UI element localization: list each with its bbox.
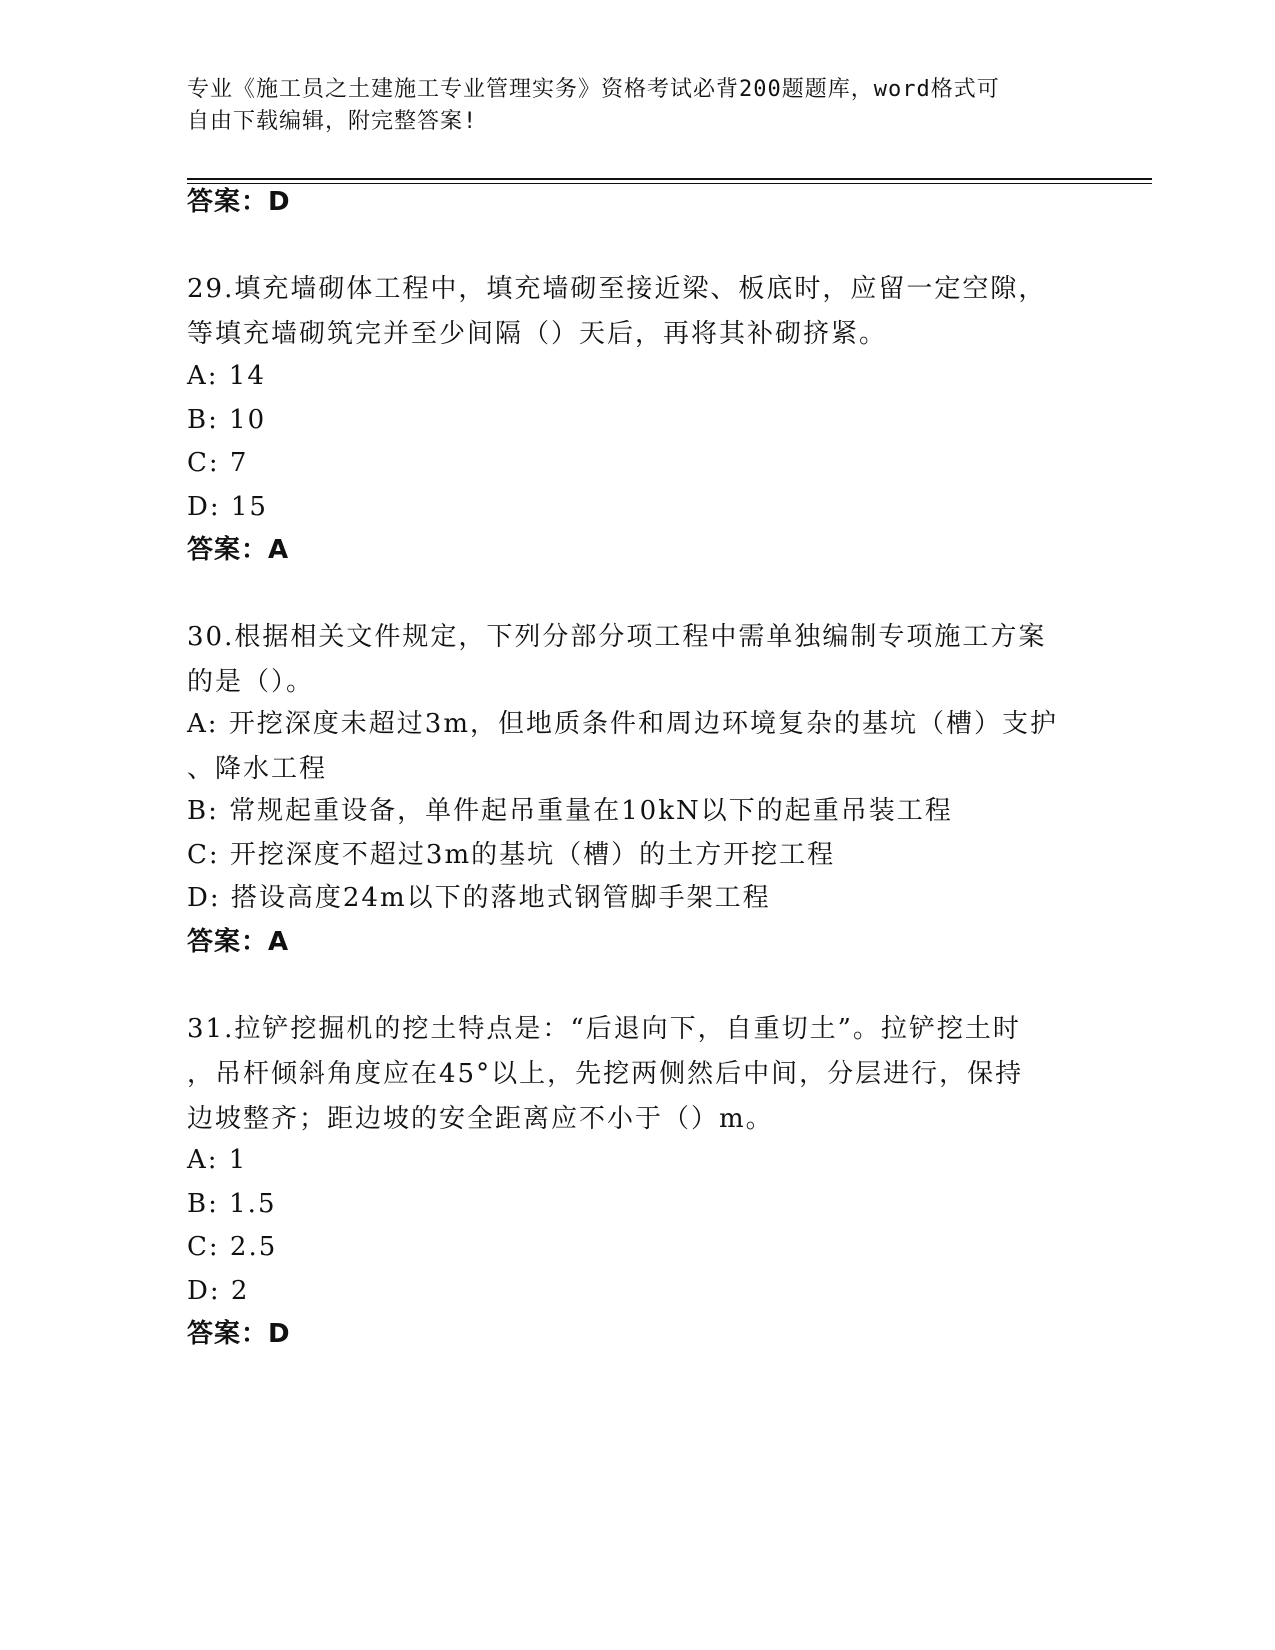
question-31-option-a: A: 1 xyxy=(187,1145,248,1175)
question-29-option-c: C: 7 xyxy=(187,448,249,478)
option-line: A: 开挖深度未超过3m，但地质条件和周边环境复杂的基坑（槽）支护 xyxy=(187,709,1058,739)
header-divider-thick xyxy=(187,178,1152,180)
question-stem-line: 29.填充墙砌体工程中，填充墙砌至接近梁、板底时，应留一定空隙， xyxy=(187,274,1047,304)
document-header xyxy=(187,74,1087,138)
question-30-stem xyxy=(187,615,1087,705)
question-30-option-c: C: 开挖深度不超过3m的基坑（槽）的土方开挖工程 xyxy=(187,840,836,870)
question-stem-line: 等填充墙砌筑完并至少间隔（）天后，再将其补砌挤紧。 xyxy=(187,319,888,349)
header-divider-thin xyxy=(187,183,1152,184)
question-29-stem xyxy=(187,267,1087,357)
question-31-option-b: B: 1.5 xyxy=(187,1189,277,1219)
question-29-option-a: A: 14 xyxy=(187,361,266,391)
question-30-option-d: D: 搭设高度24m以下的落地式钢管脚手架工程 xyxy=(187,883,771,913)
question-stem-line: 30.根据相关文件规定，下列分部分项工程中需单独编制专项施工方案 xyxy=(187,622,1047,652)
question-30-option-a xyxy=(187,702,1087,792)
question-29-option-d: D: 15 xyxy=(187,492,268,522)
question-stem-line: 边坡整齐；距边坡的安全距离应不小于（）m。 xyxy=(187,1104,774,1134)
question-stem-line: 的是（）。 xyxy=(187,667,315,697)
question-30-answer: 答案：A xyxy=(187,927,290,957)
question-29-option-b: B: 10 xyxy=(187,405,267,435)
question-30-option-b: B: 常规起重设备，单件起吊重量在10kN以下的起重吊装工程 xyxy=(187,796,953,826)
question-31-option-d: D: 2 xyxy=(187,1276,250,1306)
header-line-1: 专业《施工员之土建施工专业管理实务》资格考试必背200题题库，word格式可 xyxy=(187,77,1000,102)
previous-answer: 答案：D xyxy=(187,187,291,217)
question-31-answer: 答案：D xyxy=(187,1319,291,1349)
question-stem-line: 31.拉铲挖掘机的挖土特点是：“后退向下，自重切土”。拉铲挖土时 xyxy=(187,1014,1021,1044)
option-line: 、降水工程 xyxy=(187,754,328,784)
question-29-answer: 答案：A xyxy=(187,535,290,565)
question-31-option-c: C: 2.5 xyxy=(187,1232,278,1262)
header-line-2: 自由下载编辑，附完整答案! xyxy=(187,109,478,134)
question-31-stem xyxy=(187,1007,1087,1142)
question-stem-line: ，吊杆倾斜角度应在45°以上，先挖两侧然后中间，分层进行，保持 xyxy=(187,1059,1024,1089)
